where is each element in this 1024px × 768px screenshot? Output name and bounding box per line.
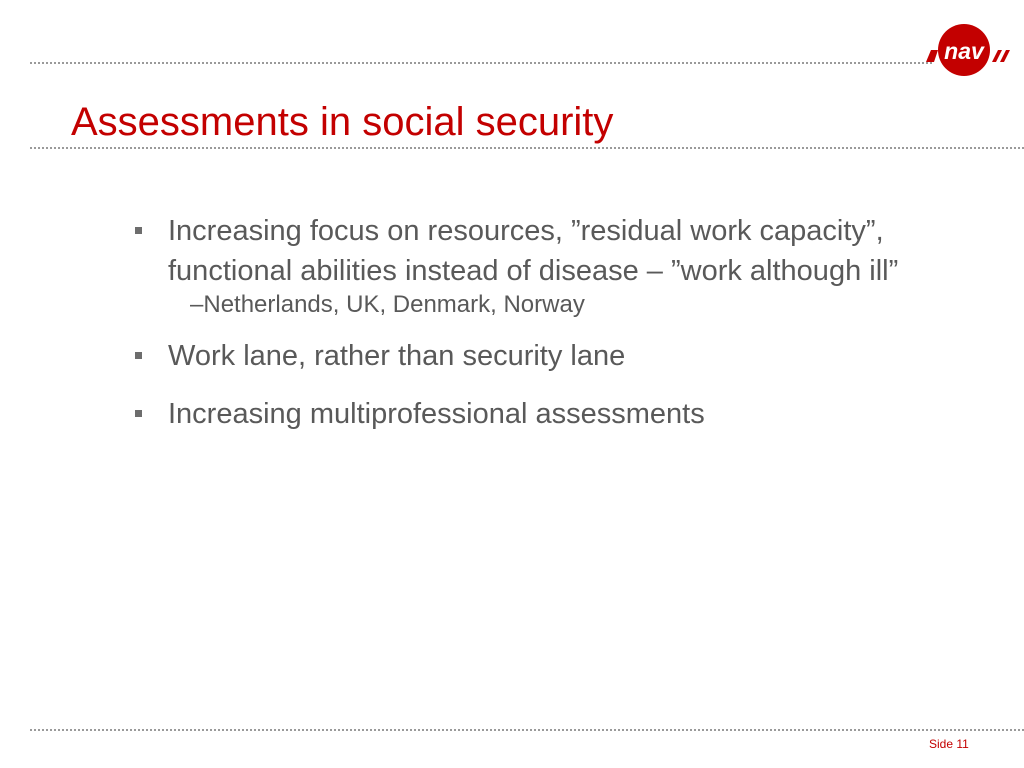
top-divider [30,62,932,64]
logo-text: nav [944,38,984,64]
bullet-text: Work lane, rather than security lane [168,340,626,372]
nav-logo [922,22,1022,82]
dash-bullet-icon: – [190,291,204,318]
bullet-text: Increasing focus on resources, ”residual work capacity”, functional abilities instead of disease – ”work although ill” [168,215,899,287]
bullet-item [135,394,955,434]
page-number: Side 11 [929,737,969,751]
footer-divider [30,729,1024,731]
bullet-item [135,211,955,291]
bullet-item [135,336,955,376]
bullet-list [135,211,955,434]
sub-bullet-item [135,292,955,318]
square-bullet-icon [135,410,142,417]
sub-bullet-text: Netherlands, UK, Denmark, Norway [203,291,585,318]
square-bullet-icon [135,352,142,359]
slide-title: Assessments in social security [71,100,614,144]
bullet-text: Increasing multiprofessional assessments [168,398,705,430]
square-bullet-icon [135,227,142,234]
title-divider [30,147,1024,149]
